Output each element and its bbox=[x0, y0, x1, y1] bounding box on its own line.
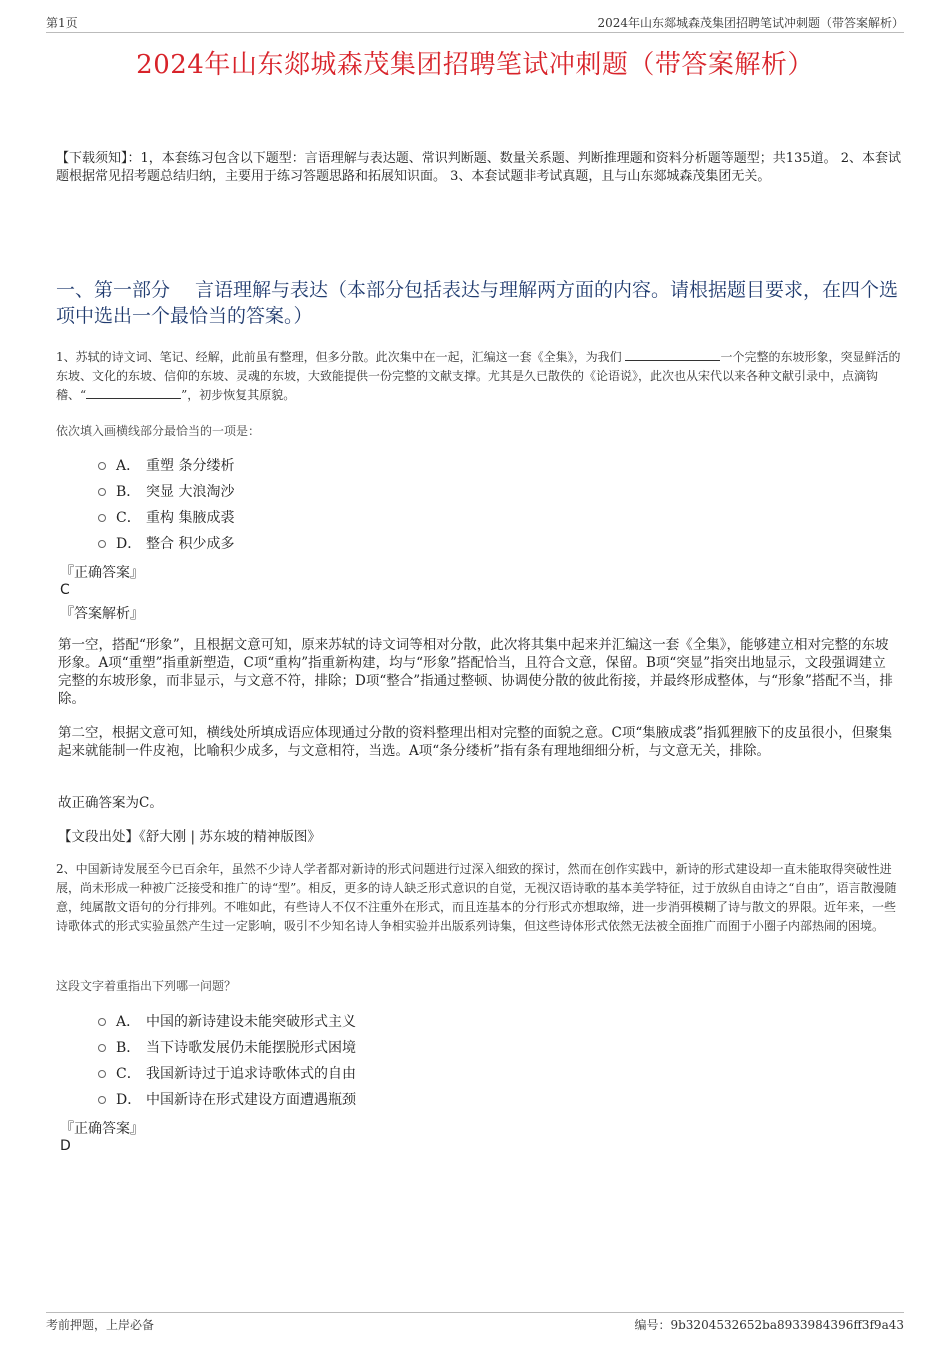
q2-option-a[interactable]: A． 中国的新诗建设未能突破形式主义 bbox=[98, 1012, 356, 1032]
question-1-text: 1、苏轼的诗文词、笔记、经解，此前虽有整理，但多分散。此次集中在一起，汇编这一套《全集》，为我们 一个完整的东坡形象，突显鲜活的东坡、文化的东坡、信仰的东坡、灵魂的东坡，大致能提供一份完整的文献支撑。尤其是久已散佚的《论语说》，此次也从宋代以来各种文献引录中，点滴钩稽、“ ”，初步恢复其原貌。 bbox=[56, 350, 901, 402]
q1-analysis-paragraph-1: 第一空，搭配“形象”，且根据文意可知，原来苏轼的诗文词等相对分散，此次将其集中起来并汇编这一套《全集》，能够建立相对完整的东坡形象。A项“重塑”指重新塑造，C项“重构”指重新构建，均与“形象”搭配恰当，且符合文意，保留。B项“突显”指突出地显示，文段强调建立完整的东坡形象，而非显示，与文意不符，排除；D项“整合”指通过整顿、协调使分散的彼此衔接，并最终形成整体，与“形象”搭配不当，排除。 bbox=[58, 637, 893, 707]
q2-answer-label: 『正确答案』 bbox=[60, 1121, 144, 1137]
header-doc-title: 2024年山东郯城森茂集团招聘笔试冲刺题（带答案解析） bbox=[597, 16, 904, 30]
q2-option-c[interactable]: C． 我国新诗过于追求诗歌体式的自由 bbox=[98, 1064, 356, 1084]
download-notice: 【下载须知】：1，本套练习包含以下题型：言语理解与表达题、常识判断题、数量关系题、判断推理题和资料分析题等题型；共135道。 2、本套试题根据常见招考题总结归纳，主要用于练习答题思路和拓展知识面。 3、本套试题非考试真题，且与山东郯城森茂集团无关。 bbox=[56, 151, 901, 184]
q1-answer: C bbox=[60, 582, 70, 598]
q1-analysis-paragraph-2: 第二空，根据文意可知，横线处所填成语应体现通过分散的资料整理出相对完整的面貌之意。C项“集腋成裘”指狐狸腋下的皮虽很小，但聚集起来就能制一件皮袍，比喻积少成多，与文意相符，当选。A项“条分缕析”指有条有理地细细分析，与文意无关，排除。 bbox=[58, 725, 893, 759]
q1-option-a[interactable]: A． 重塑 条分缕析 bbox=[98, 456, 234, 476]
q2-option-b[interactable]: B． 当下诗歌发展仍未能摆脱形式困境 bbox=[98, 1038, 356, 1058]
q1-option-c[interactable]: C． 重构 集腋成裘 bbox=[98, 508, 234, 528]
page-number: 第1页 bbox=[46, 16, 78, 30]
radio-icon[interactable] bbox=[98, 462, 106, 470]
radio-icon[interactable] bbox=[98, 1018, 106, 1026]
question-2-prompt: 这段文字着重指出下列哪一问题？ bbox=[56, 979, 237, 993]
radio-icon[interactable] bbox=[98, 1096, 106, 1104]
q1-answer-label: 『正确答案』 bbox=[60, 565, 144, 581]
q2-answer: D bbox=[60, 1138, 71, 1154]
page-header bbox=[46, 14, 904, 33]
page-footer bbox=[46, 1312, 904, 1333]
q1-option-d[interactable]: D． 整合 积少成多 bbox=[98, 534, 234, 554]
blank-2 bbox=[86, 386, 181, 399]
page-title: 2024年山东郯城森茂集团招聘笔试冲刺题（带答案解析） bbox=[136, 50, 814, 80]
radio-icon[interactable] bbox=[98, 1044, 106, 1052]
q1-option-b[interactable]: B． 突显 大浪淘沙 bbox=[98, 482, 234, 502]
q2-option-d[interactable]: D． 中国新诗在形式建设方面遭遇瓶颈 bbox=[98, 1090, 356, 1110]
radio-icon[interactable] bbox=[98, 488, 106, 496]
footer-serial: 编号：9b3204532652ba8933984396ff3f9a43 bbox=[634, 1318, 904, 1332]
blank-1 bbox=[625, 348, 720, 361]
footer-slogan: 考前押题，上岸必备 bbox=[46, 1318, 155, 1332]
radio-icon[interactable] bbox=[98, 514, 106, 522]
question-2-text: 2、中国新诗发展至今已百余年，虽然不少诗人学者都对新诗的形式问题进行过深入细致的探讨，然而在创作实践中，新诗的形式建设却一直未能取得突破性进展，尚未形成一种被广泛接受和推广的诗“型”。相反，更多的诗人缺乏形式意识的自觉，无视汉语诗歌的基本美学特征，过于放纵自由诗之“自由”，语言散漫随意，纯属散文语句的分行排列。不唯如此，有些诗人不仅不注重外在形式，而且连基本的分行形式亦想取缔，进一步消弭模糊了诗与散文的界限。近年来，一些诗歌体式的形式实验虽然产生过一定影响，吸引不少知名诗人争相实验并出版系列诗集，但这些诗体形式依然无法被全面推广而囿于小圈子内部热闹的困境。 bbox=[56, 862, 897, 933]
q1-source: 【文段出处】《舒大刚 | 苏东坡的精神版图》 bbox=[58, 829, 321, 845]
question-1-prompt: 依次填入画横线部分最恰当的一项是： bbox=[56, 424, 261, 438]
section-heading: 一、第一部分 言语理解与表达（本部分包括表达与理解两方面的内容。请根据题目要求，在四个选项中选出一个最恰当的答案。） bbox=[56, 279, 899, 327]
q1-analysis-label: 『答案解析』 bbox=[60, 606, 144, 622]
radio-icon[interactable] bbox=[98, 540, 106, 548]
q1-conclusion: 故正确答案为C。 bbox=[58, 795, 163, 811]
radio-icon[interactable] bbox=[98, 1070, 106, 1078]
